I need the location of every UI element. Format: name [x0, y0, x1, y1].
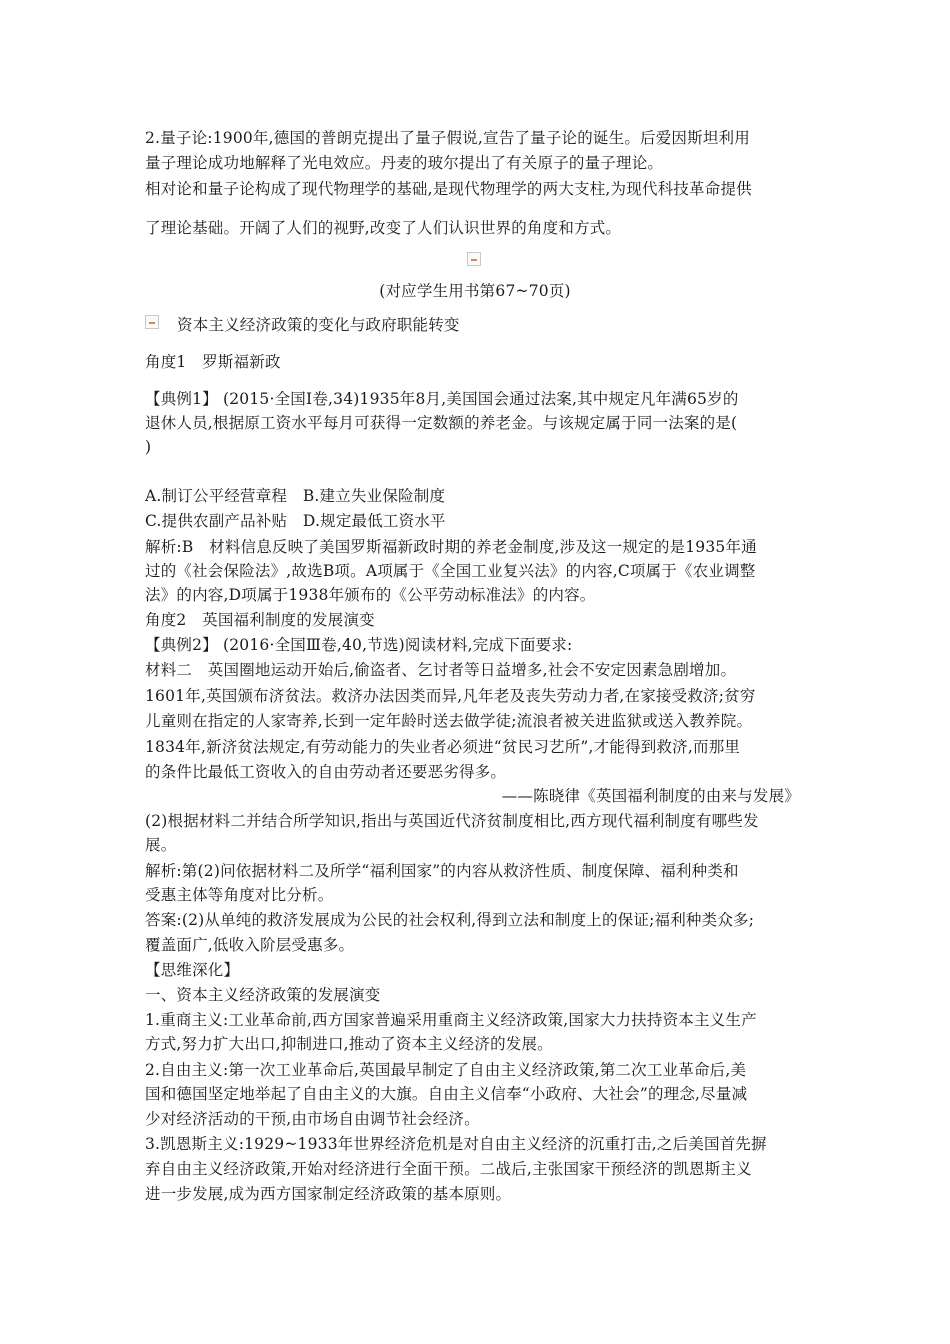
- material2-line-2: 1601年,英国颁布济贫法。救济办法因类而异,凡年老及丧失劳动力者,在家接受救济;贫穷: [145, 687, 756, 705]
- policy-line-1: 1.重商主义:工业革命前,西方国家普遍采用重商主义经济政策,国家大力扶持资本主义生产: [145, 1011, 757, 1029]
- material2-line-5: 的条件比最低工资收入的自由劳动者还要恶劣得多。: [145, 763, 507, 781]
- question2-line-1: (2)根据材料二并结合所学知识,指出与英国近代济贫制度相比,西方现代福利制度有哪些发: [145, 812, 759, 830]
- analysis2-line-2: 受惠主体等角度对比分析。: [145, 886, 334, 904]
- quantum-line-1: 2.量子论:1900年,德国的普朗克提出了量子假说,宣告了量子论的诞生。后爱因斯坦利用: [145, 129, 750, 147]
- answer2-line-2: 覆盖面广,低收入阶层受惠多。: [145, 936, 355, 954]
- policy-line-8: 进一步发展,成为西方国家制定经济政策的基本原则。: [145, 1185, 512, 1203]
- answer2-line-1: 答案:(2)从单纯的救济发展成为公民的社会权利,得到立法和制度上的保证;福利种类众多;: [145, 911, 755, 929]
- image-placeholder-icon: [467, 252, 481, 266]
- option-line-1: A.制订公平经营章程 B.建立失业保险制度: [145, 487, 446, 505]
- example1-line-3: ): [145, 438, 152, 456]
- example2-intro: 【典例2】 (2016·全国Ⅲ卷,40,节选)阅读材料,完成下面要求:: [145, 636, 573, 654]
- deepening-title: 【思维深化】: [145, 961, 240, 979]
- question2-line-2: 展。: [145, 836, 177, 854]
- analysis1-line-1: 解析:B 材料信息反映了美国罗斯福新政时期的养老金制度,涉及这一规定的是1935年通: [145, 538, 757, 556]
- policy-line-5: 少对经济活动的干预,由市场自由调节社会经济。: [145, 1110, 480, 1128]
- section-title: 资本主义经济政策的变化与政府职能转变: [177, 316, 460, 334]
- quantum-line-3: 相对论和量子论构成了现代物理学的基础,是现代物理学的两大支柱,为现代科技革命提供: [145, 180, 752, 198]
- material2-line-4: 1834年,新济贫法规定,有劳动能力的失业者必须进“贫民习艺所”,才能得到救济,而那里: [145, 738, 741, 756]
- material2-line-3: 儿童则在指定的人家寄养,长到一定年龄时送去做学徒;流浪者被关进监狱或送入教养院。: [145, 712, 753, 730]
- option-line-2: C.提供农副产品补贴 D.规定最低工资水平: [145, 512, 446, 530]
- angle2-title: 角度2 英国福利制度的发展演变: [145, 611, 375, 629]
- angle1-title: 角度1 罗斯福新政: [145, 353, 281, 371]
- policy-title: 一、资本主义经济政策的发展演变: [145, 986, 381, 1004]
- example1-line-1: 【典例1】 (2015·全国Ⅰ卷,34)1935年8月,美国国会通过法案,其中规定凡年满65岁的: [145, 390, 739, 408]
- material2-line-1: 材料二 英国圈地运动开始后,偷盗者、乞讨者等日益增多,社会不安定因素急剧增加。: [145, 661, 737, 679]
- policy-line-6: 3.凯恩斯主义:1929~1933年世界经济危机是对自由主义经济的沉重打击,之后美国首先摒: [145, 1135, 767, 1153]
- analysis2-line-1: 解析:第(2)问依据材料二及所学“福利国家”的内容从救济性质、制度保障、福利种类和: [145, 862, 739, 880]
- example1-line-2: 退休人员,根据原工资水平每月可获得一定数额的养老金。与该规定属于同一法案的是(: [145, 414, 738, 432]
- policy-line-7: 弃自由主义经济政策,开始对经济进行全面干预。二战后,主张国家干预经济的凯恩斯主义: [145, 1160, 752, 1178]
- material2-source: ——陈晓律《英国福利制度的由来与发展》: [501, 787, 800, 805]
- policy-line-4: 国和德国坚定地举起了自由主义的大旗。自由主义信奉“小政府、大社会”的理念,尽量减: [145, 1085, 748, 1103]
- analysis1-line-3: 法》的内容,D项属于1938年颁布的《公平劳动标准法》的内容。: [145, 586, 596, 604]
- quantum-line-4: 了理论基础。开阔了人们的视野,改变了人们认识世界的角度和方式。: [145, 219, 622, 237]
- policy-line-3: 2.自由主义:第一次工业革命后,英国最早制定了自由主义经济政策,第二次工业革命后,美: [145, 1061, 747, 1079]
- page-reference: (对应学生用书第67~70页): [379, 282, 571, 300]
- quantum-line-2: 量子理论成功地解释了光电效应。丹麦的玻尔提出了有关原子的量子理论。: [145, 154, 664, 172]
- section-image-placeholder-icon: [145, 315, 159, 329]
- policy-line-2: 方式,努力扩大出口,抑制进口,推动了资本主义经济的发展。: [145, 1035, 553, 1053]
- analysis1-line-2: 过的《社会保险法》,故选B项。A项属于《全国工业复兴法》的内容,C项属于《农业调整: [145, 562, 756, 580]
